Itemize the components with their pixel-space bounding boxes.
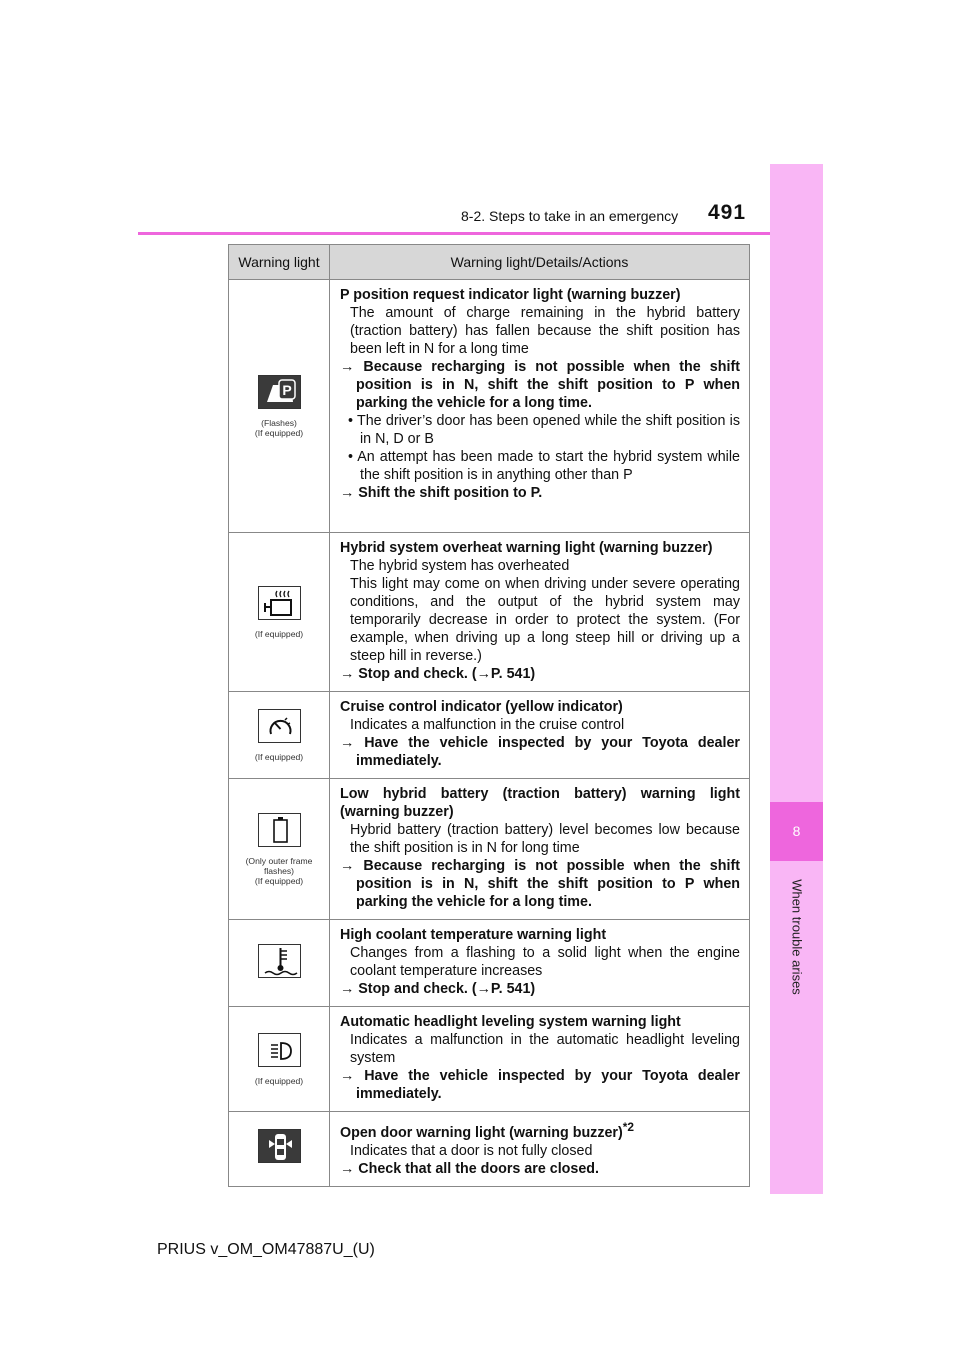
- table-row: [229, 533, 750, 692]
- section-title: 8-2. Steps to take in an emergency: [461, 208, 679, 224]
- warning-action: → Check that all the doors are closed.: [340, 1160, 600, 1177]
- icon-caption: (If equipped): [254, 1075, 304, 1086]
- warning-title: [340, 1118, 740, 1142]
- chapter-number: 8: [770, 802, 823, 861]
- warning-title: P position request indicator light (warning buzzer): [340, 287, 681, 303]
- footnote-ref: *2: [622, 1120, 635, 1134]
- table-row: [229, 1007, 750, 1112]
- details-cell: [330, 280, 750, 533]
- warning-detail: Indicates a malfunction in the cruise control: [350, 717, 625, 733]
- details-cell: [330, 1112, 750, 1187]
- warning-detail: Changes from a flashing to a solid light when the engine coolant temperature increases: [350, 945, 740, 979]
- table-row: [229, 779, 750, 920]
- header-divider: [138, 232, 823, 235]
- cruise-control-icon: [258, 709, 301, 743]
- icon-cell: [229, 280, 330, 533]
- chapter-label: [770, 872, 823, 1002]
- col-header-warning-light: Warning light: [229, 245, 330, 280]
- warning-title: Cruise control indicator (yellow indicator): [340, 699, 623, 715]
- table-row: [229, 280, 750, 533]
- icon-caption: (Flashes) (If equipped): [254, 417, 304, 438]
- details-cell: [330, 692, 750, 779]
- table-row: [229, 920, 750, 1007]
- icon-cell: [229, 533, 330, 692]
- warning-detail: Hybrid battery (traction battery) level becomes low because the shift position is in N for long time: [350, 822, 740, 856]
- warning-action: → Have the vehicle inspected by your Toyota dealer immediately.: [340, 735, 740, 769]
- icon-cell: [229, 920, 330, 1007]
- headlight-leveling-icon: [258, 1033, 301, 1067]
- warning-title: Low hybrid battery (traction battery) warning light (warning buzzer): [340, 786, 740, 820]
- page-number: 491: [708, 201, 747, 224]
- low-hybrid-battery-icon: [258, 813, 301, 847]
- warning-bullet: • An attempt has been made to start the hybrid system while the shift position is in anything other than P: [348, 449, 740, 483]
- table-row: [229, 1112, 750, 1187]
- icon-caption: (If equipped): [254, 751, 304, 762]
- warning-detail: Indicates a malfunction in the automatic headlight leveling system: [350, 1032, 740, 1066]
- warning-detail: The amount of charge remaining in the hybrid battery (traction battery) has fallen because the shift position has been left in N for a long time: [350, 305, 740, 357]
- warning-light-table: [228, 244, 750, 1187]
- warning-action: → Stop and check. (→P. 541): [340, 981, 536, 997]
- warning-action: → Because recharging is not possible when the shift position is in N, shift the shift position to P when parking the vehicle for a long time.: [340, 359, 740, 411]
- chapter-label-text: When trouble arises: [789, 879, 804, 995]
- icon-caption: (If equipped): [254, 628, 304, 639]
- details-cell: [330, 920, 750, 1007]
- warning-bullet: • The driver’s door has been opened while the shift position is in N, D or B: [348, 413, 740, 447]
- warning-title: Automatic headlight leveling system warning light: [340, 1014, 681, 1030]
- col-header-details: Warning light/Details/Actions: [330, 245, 750, 280]
- icon-cell: [229, 692, 330, 779]
- warning-title-text: Open door warning light (warning buzzer): [340, 1124, 623, 1141]
- warning-title: High coolant temperature warning light: [340, 927, 607, 943]
- warning-detail: The hybrid system has overheated: [350, 558, 570, 574]
- icon-cell: [229, 1007, 330, 1112]
- warning-action: → Because recharging is not possible when the shift position is in N, shift the shift position to P when parking the vehicle for a long time.: [340, 858, 740, 910]
- hybrid-overheat-icon: [258, 586, 301, 620]
- details-cell: [330, 779, 750, 920]
- open-door-icon: [258, 1129, 301, 1163]
- icon-cell: [229, 1112, 330, 1187]
- warning-detail: Indicates that a door is not fully closed: [350, 1142, 593, 1159]
- coolant-temperature-icon: [258, 944, 301, 978]
- table-row: [229, 692, 750, 779]
- details-cell: [330, 533, 750, 692]
- p-position-indicator-icon: [258, 375, 301, 409]
- chapter-side-tab: [770, 164, 823, 1194]
- icon-caption: (Only outer frame flashes) (If equipped): [245, 855, 313, 886]
- warning-action: → Shift the shift position to P.: [340, 485, 543, 501]
- document-code: PRIUS v_OM_OM47887U_(U): [157, 1241, 375, 1258]
- svg-text:P: P: [281, 381, 292, 398]
- warning-title: Hybrid system overheat warning light (warning buzzer): [340, 540, 713, 556]
- warning-action: → Have the vehicle inspected by your Toyota dealer immediately.: [340, 1068, 740, 1102]
- details-cell: [330, 1007, 750, 1112]
- warning-detail: This light may come on when driving under severe operating conditions, and the output of the hybrid system may temporarily decrease in order to protect the system. (For example, when driving up a long steep hill or driving up a steep hill in reverse.): [350, 576, 740, 664]
- warning-action: → Stop and check. (→P. 541): [340, 666, 536, 682]
- icon-cell: [229, 779, 330, 920]
